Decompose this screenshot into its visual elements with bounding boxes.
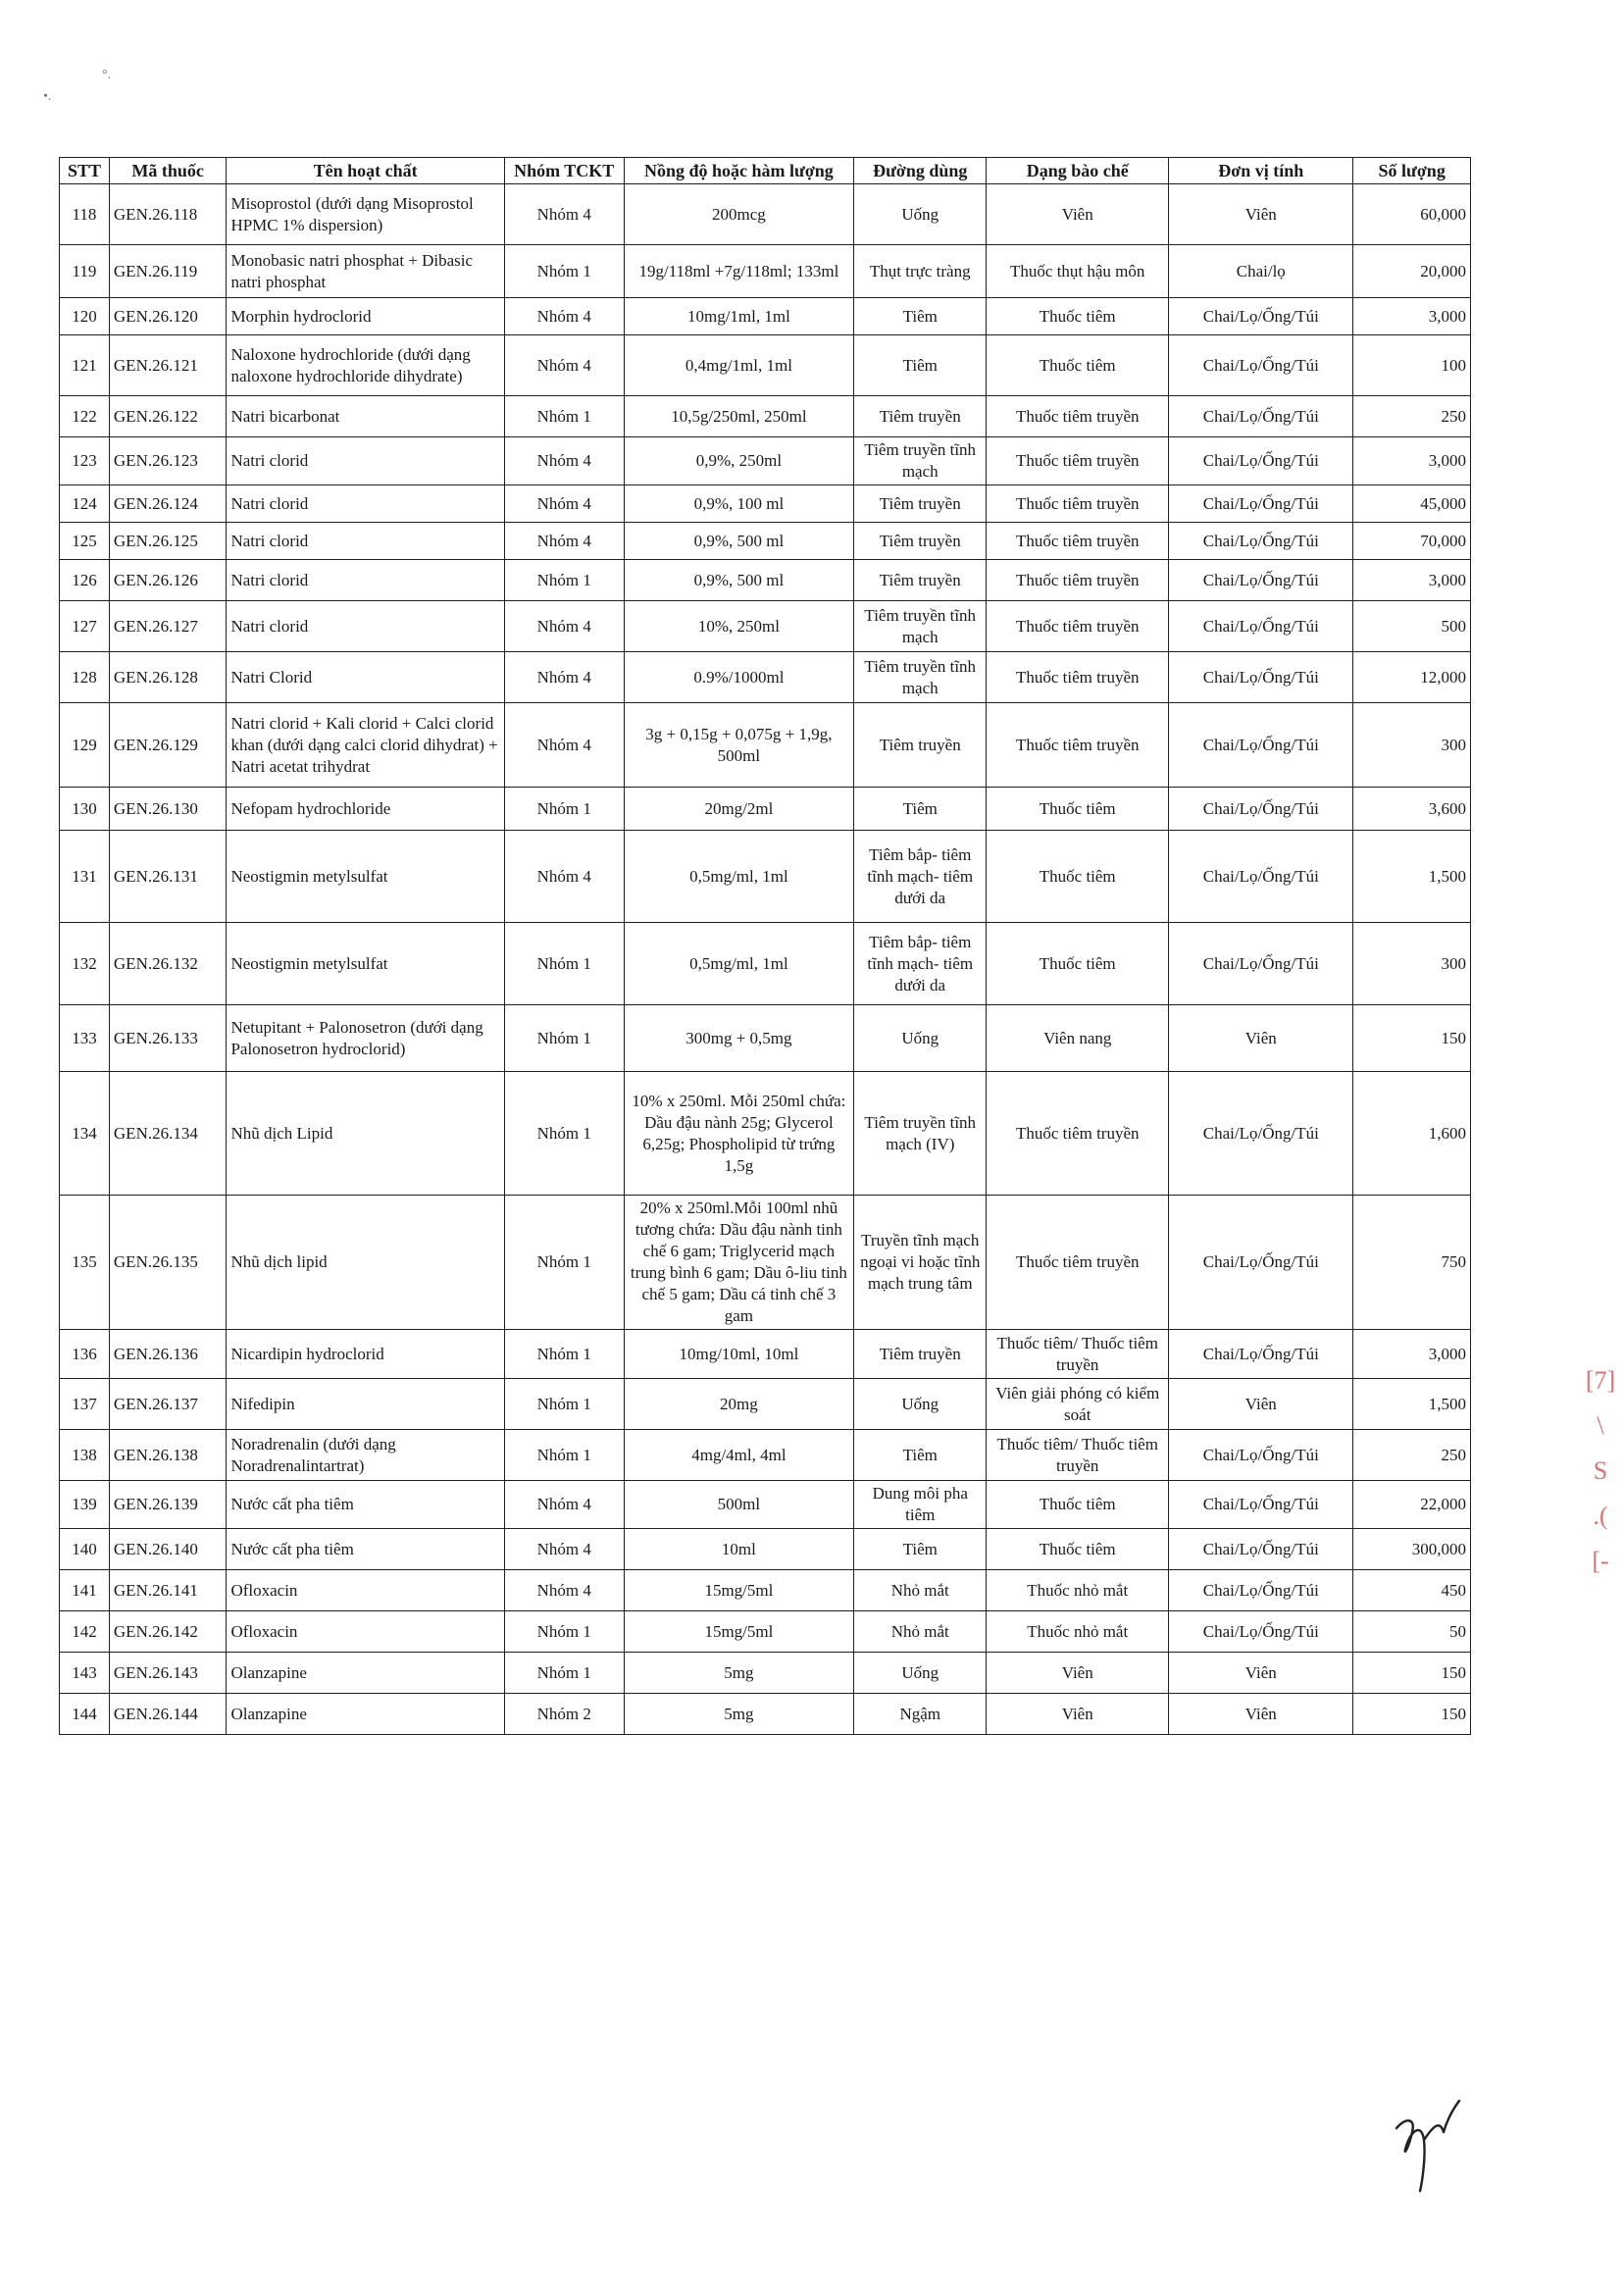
cell-ingredient: Nhũ dịch lipid bbox=[227, 1196, 504, 1330]
cell-qty: 3,000 bbox=[1353, 1330, 1471, 1379]
cell-strength: 19g/118ml +7g/118ml; 133ml bbox=[624, 245, 854, 298]
header-ingredient: Tên hoạt chất bbox=[227, 158, 504, 184]
cell-ingredient: Natri clorid + Kali clorid + Calci clorid khan (dưới dạng calci clorid dihydrat) + Natri acetat trihydrat bbox=[227, 703, 504, 788]
cell-route: Tiêm bbox=[854, 335, 987, 396]
cell-qty: 150 bbox=[1353, 1694, 1471, 1735]
cell-code: GEN.26.138 bbox=[109, 1430, 227, 1481]
table-row bbox=[60, 652, 1471, 703]
cell-group: Nhóm 1 bbox=[504, 1330, 624, 1379]
cell-strength: 0,9%, 250ml bbox=[624, 437, 854, 485]
cell-code: GEN.26.125 bbox=[109, 523, 227, 560]
cell-code: GEN.26.144 bbox=[109, 1694, 227, 1735]
cell-ingredient: Nước cất pha tiêm bbox=[227, 1481, 504, 1529]
cell-stt: 138 bbox=[60, 1430, 110, 1481]
cell-ingredient: Naloxone hydrochloride (dưới dạng naloxone hydrochloride dihydrate) bbox=[227, 335, 504, 396]
cell-ingredient: Misoprostol (dưới dạng Misoprostol HPMC 1% dispersion) bbox=[227, 184, 504, 245]
cell-strength: 5mg bbox=[624, 1694, 854, 1735]
cell-form: Thuốc tiêm truyền bbox=[987, 1196, 1169, 1330]
cell-route: Nhỏ mắt bbox=[854, 1611, 987, 1653]
cell-group: Nhóm 1 bbox=[504, 1196, 624, 1330]
cell-qty: 1,500 bbox=[1353, 831, 1471, 923]
cell-route: Tiêm bbox=[854, 1529, 987, 1570]
cell-form: Thuốc tiêm bbox=[987, 1529, 1169, 1570]
cell-group: Nhóm 2 bbox=[504, 1694, 624, 1735]
cell-form: Thuốc tiêm bbox=[987, 831, 1169, 923]
cell-stt: 139 bbox=[60, 1481, 110, 1529]
cell-group: Nhóm 1 bbox=[504, 1430, 624, 1481]
cell-qty: 150 bbox=[1353, 1653, 1471, 1694]
cell-group: Nhóm 1 bbox=[504, 1653, 624, 1694]
cell-strength: 0,9%, 500 ml bbox=[624, 560, 854, 601]
cell-route: Tiêm bbox=[854, 1430, 987, 1481]
cell-ingredient: Natri clorid bbox=[227, 601, 504, 652]
cell-unit: Chai/Lọ/Ống/Túi bbox=[1169, 923, 1353, 1005]
cell-ingredient: Natri clorid bbox=[227, 485, 504, 523]
cell-group: Nhóm 4 bbox=[504, 523, 624, 560]
table-row bbox=[60, 1694, 1471, 1735]
cell-form: Thuốc tiêm truyền bbox=[987, 396, 1169, 437]
cell-unit: Viên bbox=[1169, 1005, 1353, 1072]
cell-form: Viên bbox=[987, 1694, 1169, 1735]
cell-unit: Chai/Lọ/Ống/Túi bbox=[1169, 831, 1353, 923]
cell-form: Viên bbox=[987, 1653, 1169, 1694]
cell-unit: Viên bbox=[1169, 184, 1353, 245]
table-row bbox=[60, 1379, 1471, 1430]
cell-unit: Chai/Lọ/Ống/Túi bbox=[1169, 437, 1353, 485]
cell-route: Tiêm bắp- tiêm tĩnh mạch- tiêm dưới da bbox=[854, 923, 987, 1005]
cell-qty: 70,000 bbox=[1353, 523, 1471, 560]
cell-code: GEN.26.132 bbox=[109, 923, 227, 1005]
cell-qty: 500 bbox=[1353, 601, 1471, 652]
cell-stt: 127 bbox=[60, 601, 110, 652]
header-route: Đường dùng bbox=[854, 158, 987, 184]
cell-code: GEN.26.127 bbox=[109, 601, 227, 652]
cell-form: Thuốc tiêm truyền bbox=[987, 523, 1169, 560]
table-row bbox=[60, 396, 1471, 437]
cell-strength: 3g + 0,15g + 0,075g + 1,9g, 500ml bbox=[624, 703, 854, 788]
cell-route: Uống bbox=[854, 1379, 987, 1430]
cell-code: GEN.26.139 bbox=[109, 1481, 227, 1529]
signature-mark bbox=[1383, 2089, 1471, 2197]
cell-strength: 20mg/2ml bbox=[624, 788, 854, 831]
cell-route: Tiêm truyền bbox=[854, 396, 987, 437]
cell-unit: Chai/Lọ/Ống/Túi bbox=[1169, 1570, 1353, 1611]
cell-stt: 137 bbox=[60, 1379, 110, 1430]
cell-unit: Chai/Lọ/Ống/Túi bbox=[1169, 560, 1353, 601]
cell-qty: 100 bbox=[1353, 335, 1471, 396]
cell-qty: 750 bbox=[1353, 1196, 1471, 1330]
cell-group: Nhóm 4 bbox=[504, 335, 624, 396]
cell-code: GEN.26.124 bbox=[109, 485, 227, 523]
table-row bbox=[60, 485, 1471, 523]
table-row bbox=[60, 560, 1471, 601]
cell-group: Nhóm 4 bbox=[504, 703, 624, 788]
header-code: Mã thuốc bbox=[109, 158, 227, 184]
cell-group: Nhóm 1 bbox=[504, 1611, 624, 1653]
cell-unit: Chai/Lọ/Ống/Túi bbox=[1169, 1196, 1353, 1330]
table-row bbox=[60, 1481, 1471, 1529]
cell-unit: Chai/Lọ/Ống/Túi bbox=[1169, 335, 1353, 396]
cell-qty: 45,000 bbox=[1353, 485, 1471, 523]
cell-route: Uống bbox=[854, 184, 987, 245]
cell-form: Thuốc tiêm truyền bbox=[987, 560, 1169, 601]
cell-strength: 4mg/4ml, 4ml bbox=[624, 1430, 854, 1481]
cell-form: Thuốc tiêm truyền bbox=[987, 437, 1169, 485]
cell-form: Thuốc nhỏ mắt bbox=[987, 1570, 1169, 1611]
cell-form: Viên bbox=[987, 184, 1169, 245]
table-row bbox=[60, 1072, 1471, 1196]
cell-code: GEN.26.122 bbox=[109, 396, 227, 437]
cell-stt: 141 bbox=[60, 1570, 110, 1611]
cell-qty: 300,000 bbox=[1353, 1529, 1471, 1570]
cell-code: GEN.26.129 bbox=[109, 703, 227, 788]
cell-code: GEN.26.141 bbox=[109, 1570, 227, 1611]
cell-route: Tiêm truyền tĩnh mạch bbox=[854, 652, 987, 703]
cell-group: Nhóm 4 bbox=[504, 298, 624, 335]
cell-stt: 144 bbox=[60, 1694, 110, 1735]
cell-route: Ngậm bbox=[854, 1694, 987, 1735]
cell-group: Nhóm 1 bbox=[504, 1005, 624, 1072]
header-group: Nhóm TCKT bbox=[504, 158, 624, 184]
cell-ingredient: Nifedipin bbox=[227, 1379, 504, 1430]
cell-code: GEN.26.119 bbox=[109, 245, 227, 298]
cell-group: Nhóm 1 bbox=[504, 1072, 624, 1196]
cell-ingredient: Monobasic natri phosphat + Dibasic natri phosphat bbox=[227, 245, 504, 298]
cell-unit: Chai/Lọ/Ống/Túi bbox=[1169, 298, 1353, 335]
cell-form: Thuốc thụt hậu môn bbox=[987, 245, 1169, 298]
table-row bbox=[60, 437, 1471, 485]
cell-strength: 10%, 250ml bbox=[624, 601, 854, 652]
cell-stt: 132 bbox=[60, 923, 110, 1005]
cell-unit: Chai/Lọ/Ống/Túi bbox=[1169, 652, 1353, 703]
cell-route: Tiêm truyền tĩnh mạch bbox=[854, 601, 987, 652]
drug-table bbox=[59, 157, 1471, 1735]
cell-code: GEN.26.136 bbox=[109, 1330, 227, 1379]
cell-stt: 140 bbox=[60, 1529, 110, 1570]
cell-unit: Chai/Lọ/Ống/Túi bbox=[1169, 485, 1353, 523]
cell-group: Nhóm 1 bbox=[504, 396, 624, 437]
cell-code: GEN.26.131 bbox=[109, 831, 227, 923]
cell-strength: 10mg/1ml, 1ml bbox=[624, 298, 854, 335]
table-row bbox=[60, 298, 1471, 335]
cell-ingredient: Natri Clorid bbox=[227, 652, 504, 703]
cell-stt: 124 bbox=[60, 485, 110, 523]
header-qty: Số lượng bbox=[1353, 158, 1471, 184]
cell-stt: 123 bbox=[60, 437, 110, 485]
cell-ingredient: Ofloxacin bbox=[227, 1611, 504, 1653]
cell-route: Tiêm bbox=[854, 298, 987, 335]
cell-ingredient: Olanzapine bbox=[227, 1694, 504, 1735]
cell-unit: Chai/Lọ/Ống/Túi bbox=[1169, 1529, 1353, 1570]
cell-route: Tiêm truyền bbox=[854, 523, 987, 560]
cell-qty: 150 bbox=[1353, 1005, 1471, 1072]
cell-stt: 136 bbox=[60, 1330, 110, 1379]
table-row bbox=[60, 523, 1471, 560]
cell-ingredient: Natri clorid bbox=[227, 437, 504, 485]
table-row bbox=[60, 601, 1471, 652]
cell-group: Nhóm 1 bbox=[504, 788, 624, 831]
cell-ingredient: Nước cất pha tiêm bbox=[227, 1529, 504, 1570]
cell-route: Nhỏ mắt bbox=[854, 1570, 987, 1611]
cell-form: Thuốc tiêm bbox=[987, 335, 1169, 396]
cell-group: Nhóm 1 bbox=[504, 923, 624, 1005]
cell-stt: 142 bbox=[60, 1611, 110, 1653]
cell-qty: 300 bbox=[1353, 703, 1471, 788]
cell-qty: 250 bbox=[1353, 1430, 1471, 1481]
cell-strength: 0.9%/1000ml bbox=[624, 652, 854, 703]
cell-group: Nhóm 4 bbox=[504, 485, 624, 523]
cell-route: Uống bbox=[854, 1653, 987, 1694]
cell-qty: 50 bbox=[1353, 1611, 1471, 1653]
cell-code: GEN.26.137 bbox=[109, 1379, 227, 1430]
table-row bbox=[60, 184, 1471, 245]
cell-strength: 10% x 250ml. Mỗi 250ml chứa: Dầu đậu nành 25g; Glycerol 6,25g; Phospholipid từ trứng 1,5g bbox=[624, 1072, 854, 1196]
cell-unit: Chai/Lọ/Ống/Túi bbox=[1169, 1430, 1353, 1481]
cell-strength: 0,5mg/ml, 1ml bbox=[624, 923, 854, 1005]
cell-ingredient: Nicardipin hydroclorid bbox=[227, 1330, 504, 1379]
cell-route: Tiêm truyền tĩnh mạch bbox=[854, 437, 987, 485]
cell-strength: 10,5g/250ml, 250ml bbox=[624, 396, 854, 437]
cell-route: Tiêm truyền tĩnh mạch (IV) bbox=[854, 1072, 987, 1196]
cell-ingredient: Ofloxacin bbox=[227, 1570, 504, 1611]
cell-code: GEN.26.126 bbox=[109, 560, 227, 601]
cell-qty: 1,600 bbox=[1353, 1072, 1471, 1196]
cell-stt: 131 bbox=[60, 831, 110, 923]
cell-qty: 20,000 bbox=[1353, 245, 1471, 298]
cell-form: Thuốc tiêm/ Thuốc tiêm truyền bbox=[987, 1430, 1169, 1481]
cell-qty: 300 bbox=[1353, 923, 1471, 1005]
cell-unit: Chai/Lọ/Ống/Túi bbox=[1169, 1481, 1353, 1529]
cell-unit: Chai/Lọ/Ống/Túi bbox=[1169, 601, 1353, 652]
header-strength: Nồng độ hoặc hàm lượng bbox=[624, 158, 854, 184]
cell-form: Thuốc tiêm bbox=[987, 1481, 1169, 1529]
cell-unit: Chai/Lọ/Ống/Túi bbox=[1169, 788, 1353, 831]
cell-group: Nhóm 4 bbox=[504, 831, 624, 923]
cell-ingredient: Nhũ dịch Lipid bbox=[227, 1072, 504, 1196]
cell-route: Tiêm truyền bbox=[854, 560, 987, 601]
cell-stt: 125 bbox=[60, 523, 110, 560]
cell-stt: 119 bbox=[60, 245, 110, 298]
cell-code: GEN.26.120 bbox=[109, 298, 227, 335]
cell-form: Thuốc tiêm bbox=[987, 923, 1169, 1005]
cell-stt: 121 bbox=[60, 335, 110, 396]
table-row bbox=[60, 788, 1471, 831]
cell-group: Nhóm 4 bbox=[504, 601, 624, 652]
header-form: Dạng bào chế bbox=[987, 158, 1169, 184]
cell-route: Truyền tĩnh mạch ngoại vi hoặc tĩnh mạch trung tâm bbox=[854, 1196, 987, 1330]
cell-group: Nhóm 1 bbox=[504, 245, 624, 298]
cell-strength: 300mg + 0,5mg bbox=[624, 1005, 854, 1072]
cell-code: GEN.26.130 bbox=[109, 788, 227, 831]
table-row bbox=[60, 831, 1471, 923]
cell-group: Nhóm 1 bbox=[504, 560, 624, 601]
table-row bbox=[60, 1611, 1471, 1653]
cell-ingredient: Nefopam hydrochloride bbox=[227, 788, 504, 831]
table-row bbox=[60, 923, 1471, 1005]
cell-code: GEN.26.128 bbox=[109, 652, 227, 703]
cell-strength: 10ml bbox=[624, 1529, 854, 1570]
table-row bbox=[60, 1330, 1471, 1379]
cell-form: Thuốc tiêm truyền bbox=[987, 1072, 1169, 1196]
cell-ingredient: Morphin hydroclorid bbox=[227, 298, 504, 335]
cell-qty: 3,000 bbox=[1353, 437, 1471, 485]
cell-code: GEN.26.134 bbox=[109, 1072, 227, 1196]
cell-form: Thuốc nhỏ mắt bbox=[987, 1611, 1169, 1653]
cell-ingredient: Netupitant + Palonosetron (dưới dạng Palonosetron hydroclorid) bbox=[227, 1005, 504, 1072]
cell-code: GEN.26.143 bbox=[109, 1653, 227, 1694]
cell-stt: 128 bbox=[60, 652, 110, 703]
cell-route: Tiêm truyền bbox=[854, 703, 987, 788]
table-row bbox=[60, 1529, 1471, 1570]
cell-strength: 15mg/5ml bbox=[624, 1611, 854, 1653]
cell-route: Tiêm bắp- tiêm tĩnh mạch- tiêm dưới da bbox=[854, 831, 987, 923]
cell-route: Tiêm bbox=[854, 788, 987, 831]
cell-strength: 0,4mg/1ml, 1ml bbox=[624, 335, 854, 396]
cell-qty: 250 bbox=[1353, 396, 1471, 437]
cell-code: GEN.26.142 bbox=[109, 1611, 227, 1653]
cell-form: Thuốc tiêm bbox=[987, 298, 1169, 335]
cell-unit: Chai/Lọ/Ống/Túi bbox=[1169, 1330, 1353, 1379]
cell-group: Nhóm 4 bbox=[504, 1481, 624, 1529]
cell-stt: 126 bbox=[60, 560, 110, 601]
header-stt: STT bbox=[60, 158, 110, 184]
cell-unit: Chai/Lọ/Ống/Túi bbox=[1169, 523, 1353, 560]
cell-qty: 3,600 bbox=[1353, 788, 1471, 831]
cell-unit: Chai/Lọ/Ống/Túi bbox=[1169, 1611, 1353, 1653]
cell-code: GEN.26.121 bbox=[109, 335, 227, 396]
cell-strength: 20mg bbox=[624, 1379, 854, 1430]
table-row bbox=[60, 1196, 1471, 1330]
cell-group: Nhóm 4 bbox=[504, 437, 624, 485]
cell-strength: 10mg/10ml, 10ml bbox=[624, 1330, 854, 1379]
cell-qty: 60,000 bbox=[1353, 184, 1471, 245]
table-row bbox=[60, 1570, 1471, 1611]
cell-unit: Chai/lọ bbox=[1169, 245, 1353, 298]
cell-form: Thuốc tiêm bbox=[987, 788, 1169, 831]
cell-code: GEN.26.118 bbox=[109, 184, 227, 245]
cell-form: Thuốc tiêm truyền bbox=[987, 485, 1169, 523]
table-row bbox=[60, 1430, 1471, 1481]
cell-stt: 120 bbox=[60, 298, 110, 335]
cell-strength: 0,9%, 100 ml bbox=[624, 485, 854, 523]
cell-unit: Chai/Lọ/Ống/Túi bbox=[1169, 703, 1353, 788]
scan-specks: °. •. bbox=[43, 68, 112, 104]
cell-ingredient: Natri bicarbonat bbox=[227, 396, 504, 437]
cell-stt: 118 bbox=[60, 184, 110, 245]
table-row bbox=[60, 1005, 1471, 1072]
cell-strength: 200mcg bbox=[624, 184, 854, 245]
cell-form: Thuốc tiêm truyền bbox=[987, 703, 1169, 788]
cell-ingredient: Natri clorid bbox=[227, 523, 504, 560]
cell-stt: 133 bbox=[60, 1005, 110, 1072]
cell-route: Uống bbox=[854, 1005, 987, 1072]
cell-route: Thụt trực tràng bbox=[854, 245, 987, 298]
cell-stt: 129 bbox=[60, 703, 110, 788]
cell-route: Dung môi pha tiêm bbox=[854, 1481, 987, 1529]
table-row bbox=[60, 703, 1471, 788]
cell-strength: 500ml bbox=[624, 1481, 854, 1529]
cell-form: Viên giải phóng có kiểm soát bbox=[987, 1379, 1169, 1430]
cell-stt: 122 bbox=[60, 396, 110, 437]
cell-code: GEN.26.133 bbox=[109, 1005, 227, 1072]
cell-ingredient: Neostigmin metylsulfat bbox=[227, 831, 504, 923]
cell-form: Thuốc tiêm truyền bbox=[987, 652, 1169, 703]
cell-strength: 0,9%, 500 ml bbox=[624, 523, 854, 560]
cell-unit: Viên bbox=[1169, 1653, 1353, 1694]
cell-strength: 0,5mg/ml, 1ml bbox=[624, 831, 854, 923]
cell-route: Tiêm truyền bbox=[854, 485, 987, 523]
table-row bbox=[60, 245, 1471, 298]
cell-strength: 5mg bbox=[624, 1653, 854, 1694]
cell-qty: 22,000 bbox=[1353, 1481, 1471, 1529]
cell-stt: 130 bbox=[60, 788, 110, 831]
cell-stt: 134 bbox=[60, 1072, 110, 1196]
cell-unit: Viên bbox=[1169, 1694, 1353, 1735]
cell-ingredient: Neostigmin metylsulfat bbox=[227, 923, 504, 1005]
cell-group: Nhóm 4 bbox=[504, 652, 624, 703]
cell-form: Thuốc tiêm truyền bbox=[987, 601, 1169, 652]
table-row bbox=[60, 1653, 1471, 1694]
cell-qty: 1,500 bbox=[1353, 1379, 1471, 1430]
cell-stt: 143 bbox=[60, 1653, 110, 1694]
cell-code: GEN.26.135 bbox=[109, 1196, 227, 1330]
cell-strength: 20% x 250ml.Mỗi 100ml nhũ tương chứa: Dầu đậu nành tinh chế 6 gam; Triglycerid mạch trung bình 6 gam; Dầu ô-liu tinh chế 5 gam; Dầu cá tinh chế 3 gam bbox=[624, 1196, 854, 1330]
cell-form: Thuốc tiêm/ Thuốc tiêm truyền bbox=[987, 1330, 1169, 1379]
cell-group: Nhóm 4 bbox=[504, 184, 624, 245]
cell-route: Tiêm truyền bbox=[854, 1330, 987, 1379]
cell-unit: Chai/Lọ/Ống/Túi bbox=[1169, 396, 1353, 437]
cell-group: Nhóm 1 bbox=[504, 1379, 624, 1430]
cell-unit: Viên bbox=[1169, 1379, 1353, 1430]
cell-qty: 12,000 bbox=[1353, 652, 1471, 703]
cell-unit: Chai/Lọ/Ống/Túi bbox=[1169, 1072, 1353, 1196]
cell-strength: 15mg/5ml bbox=[624, 1570, 854, 1611]
table-row bbox=[60, 335, 1471, 396]
cell-ingredient: Olanzapine bbox=[227, 1653, 504, 1694]
cell-group: Nhóm 4 bbox=[504, 1529, 624, 1570]
red-stamp-fragment: [7] \ S .( [- bbox=[1585, 1366, 1616, 1575]
header-unit: Đơn vị tính bbox=[1169, 158, 1353, 184]
cell-qty: 3,000 bbox=[1353, 560, 1471, 601]
table-header-row bbox=[60, 158, 1471, 184]
cell-code: GEN.26.140 bbox=[109, 1529, 227, 1570]
cell-ingredient: Noradrenalin (dưới dạng Noradrenalintartrat) bbox=[227, 1430, 504, 1481]
cell-code: GEN.26.123 bbox=[109, 437, 227, 485]
cell-form: Viên nang bbox=[987, 1005, 1169, 1072]
cell-qty: 450 bbox=[1353, 1570, 1471, 1611]
cell-qty: 3,000 bbox=[1353, 298, 1471, 335]
cell-group: Nhóm 4 bbox=[504, 1570, 624, 1611]
cell-ingredient: Natri clorid bbox=[227, 560, 504, 601]
cell-stt: 135 bbox=[60, 1196, 110, 1330]
